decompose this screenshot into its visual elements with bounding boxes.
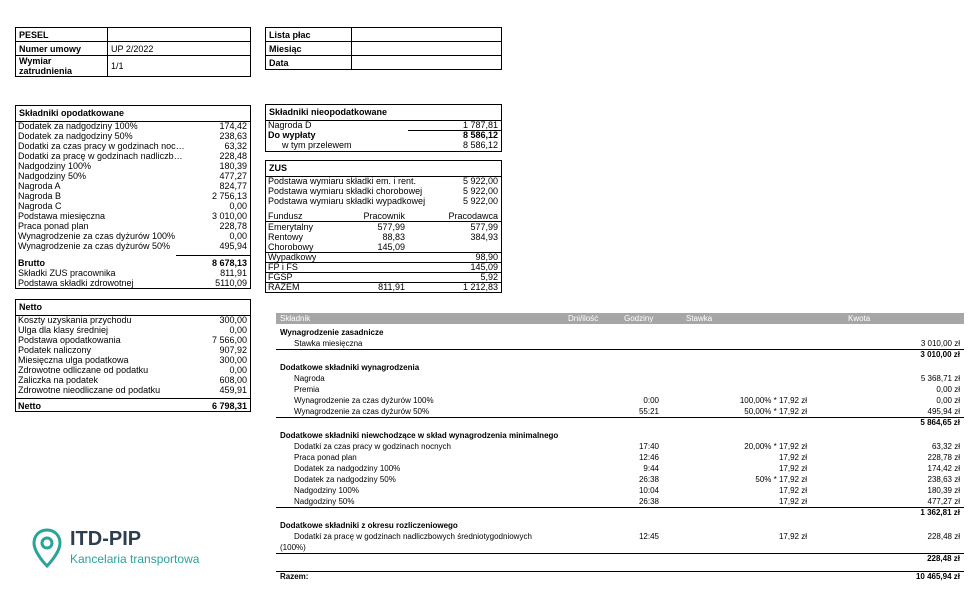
row-value: 0,00	[229, 365, 247, 375]
taxable-row	[16, 201, 250, 211]
fund-name: Rentowy	[268, 232, 304, 242]
rate: 17,92 zł	[778, 464, 807, 473]
row-value: 477,27	[219, 171, 247, 181]
zus-panel	[265, 160, 502, 293]
netto-panel	[15, 299, 251, 412]
fund-name: FGŚP	[268, 272, 293, 282]
info-value	[352, 28, 502, 42]
detail-row	[276, 542, 964, 553]
zus-fund-row	[266, 222, 501, 232]
row-label: Podstawa wymiaru składki em. i rent.	[268, 176, 417, 186]
rate: 17,92 zł	[778, 497, 807, 506]
row-label: Praca ponad plan	[18, 221, 89, 231]
rate: 17,92 zł	[778, 486, 807, 495]
row-label: Koszty uzyskania przychodu	[18, 315, 132, 325]
info-value: 1/1	[108, 56, 251, 77]
detail-section	[276, 327, 964, 338]
hours: 9:44	[643, 464, 659, 473]
info-value	[352, 56, 502, 70]
row-value: 228,78	[219, 221, 247, 231]
rate: 17,92 zł	[778, 453, 807, 462]
component-name: Premia	[294, 385, 320, 394]
detail-subtotal	[276, 349, 964, 360]
amount: 238,63 zł	[927, 475, 960, 484]
netto-row	[16, 365, 250, 375]
amount: 1 362,81 zł	[920, 508, 960, 517]
amount: 477,27 zł	[927, 497, 960, 506]
health-base-row	[16, 278, 250, 288]
detail-row	[276, 406, 964, 417]
fund-divider	[266, 272, 501, 273]
payroll-info-table	[265, 27, 502, 70]
amount: 3 010,00 zł	[920, 339, 960, 348]
hours: 26:38	[638, 497, 659, 506]
col-component: Składnik	[280, 314, 311, 323]
info-label: Numer umowy	[16, 42, 108, 56]
row-value: 174,42	[219, 121, 247, 131]
row-value: 5 922,00	[462, 186, 498, 196]
fund-name: RAZEM	[268, 282, 300, 292]
row-label: Nagroda B	[18, 191, 62, 201]
row-value: 2 756,13	[211, 191, 247, 201]
netto-row	[16, 325, 250, 335]
component-name: Dodatki za czas pracy w godzinach nocnych	[294, 442, 451, 451]
netto-total-row	[16, 401, 250, 411]
row-label: Zaliczka na podatek	[18, 375, 99, 385]
info-row	[16, 28, 251, 42]
logo-subtitle: Kancelaria transportowa	[70, 552, 200, 566]
info-row	[16, 42, 251, 56]
info-row	[16, 56, 251, 77]
amount: 174,42 zł	[927, 464, 960, 473]
row-label: Podatek naliczony	[18, 345, 92, 355]
col-hours: Godziny	[624, 314, 654, 323]
row-label: Nagroda C	[18, 201, 62, 211]
fund-name: Wypadkowy	[268, 252, 317, 262]
col-fund: Fundusz	[268, 211, 303, 221]
info-label: Lista płac	[266, 28, 352, 42]
taxable-row	[16, 151, 250, 161]
detail-row	[276, 531, 964, 542]
row-label: Wynagrodzenie za czas dyżurów 100%	[18, 231, 175, 241]
fund-employer: 577,99	[470, 222, 498, 232]
fund-divider	[266, 262, 501, 263]
row-value: 0,00	[229, 231, 247, 241]
netto-row	[16, 345, 250, 355]
zus-fund-row	[266, 252, 501, 262]
row-label: Wynagrodzenie za czas dyżurów 50%	[18, 241, 170, 251]
detail-section	[276, 362, 964, 373]
row-value: 5 922,00	[462, 176, 498, 186]
row-value: 459,91	[219, 385, 247, 395]
detail-divider	[276, 349, 964, 350]
taxable-row	[16, 241, 250, 251]
detail-divider	[276, 507, 964, 508]
detail-row	[276, 463, 964, 474]
amount: 0,00 zł	[936, 385, 960, 394]
brutto-label: Brutto	[18, 258, 45, 268]
zus-base-row	[266, 186, 501, 196]
col-amount: Kwota	[848, 314, 871, 323]
row-value: 300,00	[219, 355, 247, 365]
fund-employee: 577,99	[377, 222, 405, 232]
detail-row	[276, 338, 964, 349]
fund-employer: 384,93	[470, 232, 498, 242]
taxable-row	[16, 131, 250, 141]
component-name: Nadgodziny 50%	[294, 497, 355, 506]
row-value: 228,48	[219, 151, 247, 161]
row-label: Ulga dla klasy średniej	[18, 325, 109, 335]
netto-row	[16, 335, 250, 345]
rate: 50,00% * 17,92 zł	[744, 407, 807, 416]
row-label: Podstawa składki zdrowotnej	[18, 278, 134, 288]
row-value: 300,00	[219, 315, 247, 325]
amount: 228,48 zł	[927, 532, 960, 541]
component-name: Dodatki za pracę w godzinach nadliczbowych średniotygodniowych	[294, 532, 532, 541]
component-name: Dodatkowe składniki z okresu rozliczeniowego	[280, 521, 458, 530]
amount: 0,00 zł	[936, 396, 960, 405]
row-value: 608,00	[219, 375, 247, 385]
row-label: Nadgodziny 50%	[18, 171, 87, 181]
detail-subtotal	[276, 417, 964, 428]
amount: 63,32 zł	[931, 442, 960, 451]
fund-employer: 98,90	[475, 252, 498, 262]
fund-name: Emerytalny	[268, 222, 314, 232]
amount: 180,39 zł	[927, 486, 960, 495]
detail-subtotal	[276, 507, 964, 518]
fund-employer: 1 212,83	[462, 282, 498, 292]
detail-divider	[276, 571, 964, 572]
row-value: 7 566,00	[211, 335, 247, 345]
netto-row	[16, 315, 250, 325]
amount: 228,48 zł	[927, 554, 960, 563]
component-name: Dodatek za nadgodziny 50%	[294, 475, 396, 484]
panel-title: Netto	[16, 300, 250, 316]
component-name: Wynagrodzenie zasadnicze	[280, 328, 384, 337]
row-label: Nadgodziny 100%	[18, 161, 92, 171]
row-label: Podstawa miesięczna	[18, 211, 106, 221]
zus-fund-row	[266, 242, 501, 252]
info-label: PESEL	[16, 28, 108, 42]
payout-label: Do wypłaty	[268, 130, 316, 140]
detail-section	[276, 520, 964, 531]
fund-divider	[266, 282, 501, 283]
detail-header	[276, 313, 964, 324]
taxable-row	[16, 161, 250, 171]
netto-row	[16, 375, 250, 385]
row-label: Nagroda D	[268, 120, 312, 130]
row-label: Dodatek za nadgodziny 50%	[18, 131, 133, 141]
hours: 0:00	[643, 396, 659, 405]
component-name: (100%)	[280, 543, 306, 552]
rate: 100,00% * 17,92 zł	[739, 396, 807, 405]
detail-row	[276, 496, 964, 507]
row-value: 63,32	[224, 141, 247, 151]
row-value: 3 010,00	[211, 211, 247, 221]
detail-row	[276, 474, 964, 485]
panel-title: Składniki opodatkowane	[16, 106, 250, 122]
row-label: Dodatki za czas pracy w godzinach noc…	[18, 141, 185, 151]
amount: 495,94 zł	[927, 407, 960, 416]
component-name: Praca ponad plan	[294, 453, 357, 462]
brutto-divider	[176, 255, 250, 256]
info-label: Data	[266, 56, 352, 70]
row-value: 5 922,00	[462, 196, 498, 206]
company-logo	[32, 526, 212, 572]
info-value	[352, 42, 502, 56]
detail-row	[276, 452, 964, 463]
payout-value: 8 586,12	[462, 130, 498, 140]
detail-divider	[276, 417, 964, 418]
row-label: Składki ZUS pracownika	[18, 268, 116, 278]
rate: 50% * 17,92 zł	[755, 475, 807, 484]
employee-info-table	[15, 27, 251, 77]
amount: 5 864,65 zł	[920, 418, 960, 427]
zus-base-row	[266, 196, 501, 206]
netto-total-label: Netto	[18, 401, 41, 411]
hours: 55:21	[638, 407, 659, 416]
row-label: Dodatki za pracę w godzinach nadliczb…	[18, 151, 183, 161]
zus-fund-row	[266, 232, 501, 242]
component-name: Nagroda	[294, 374, 325, 383]
row-value: 811,91	[220, 268, 247, 278]
fund-name: Chorobowy	[268, 242, 314, 252]
detail-row	[276, 373, 964, 384]
fund-employer: 145,09	[470, 262, 498, 272]
component-name: Razem:	[280, 572, 309, 581]
row-value: 907,92	[219, 345, 247, 355]
zus-fund-row	[266, 262, 501, 272]
row-label: Zdrowotne odliczane od podatku	[18, 365, 149, 375]
hours: 12:45	[638, 532, 659, 541]
taxable-row	[16, 141, 250, 151]
component-name: Dodatek za nadgodziny 100%	[294, 464, 401, 473]
component-name: Dodatkowe składniki wynagrodzenia	[280, 363, 420, 372]
taxable-row	[16, 181, 250, 191]
payout-row	[266, 130, 501, 140]
info-row	[266, 56, 502, 70]
info-value	[108, 28, 251, 42]
detail-divider	[276, 553, 964, 554]
fund-employee: 88,83	[382, 232, 405, 242]
hours: 26:38	[638, 475, 659, 484]
logo-title: ITD-PIP	[70, 528, 142, 550]
nontaxable-components-panel	[265, 104, 502, 152]
row-label: Miesięczna ulga podatkowa	[18, 355, 129, 365]
component-name: Nadgodziny 100%	[294, 486, 359, 495]
zus-base-row	[266, 176, 501, 186]
rate: 20,00% * 17,92 zł	[744, 442, 807, 451]
taxable-row	[16, 231, 250, 241]
zus-fund-row	[266, 272, 501, 282]
detail-row	[276, 441, 964, 452]
transfer-label: w tym przelewem	[282, 140, 352, 150]
fund-employer: 5,92	[480, 272, 498, 282]
detail-subtotal	[276, 553, 964, 564]
row-value: 180,39	[219, 161, 247, 171]
row-label: Zdrowotne nieodliczane od podatku	[18, 385, 161, 395]
info-label: Wymiar zatrudnienia	[16, 56, 108, 77]
detail-section	[276, 430, 964, 441]
row-label: Podstawa opodatkowania	[18, 335, 121, 345]
amount: 10 465,94 zł	[915, 572, 960, 581]
row-value: 1 787,81	[462, 120, 498, 130]
info-row	[266, 42, 502, 56]
fund-employee: 145,09	[377, 242, 405, 252]
netto-total-value: 6 798,31	[211, 401, 247, 411]
row-value: 238,63	[219, 131, 247, 141]
taxable-row	[16, 191, 250, 201]
transfer-value: 8 586,12	[462, 140, 498, 150]
detail-row	[276, 395, 964, 406]
fund-divider	[266, 252, 501, 253]
location-pin-icon	[32, 528, 62, 570]
hours: 17:40	[638, 442, 659, 451]
col-employer: Pracodawca	[448, 211, 498, 221]
taxable-row	[16, 171, 250, 181]
zus-fund-row	[266, 282, 501, 292]
netto-row	[16, 355, 250, 365]
nontaxable-row	[266, 120, 501, 130]
component-name: Dodatkowe składniki niewchodzące w skład wynagrodzenia minimalnego	[280, 431, 559, 440]
row-label: Dodatek za nadgodziny 100%	[18, 121, 138, 131]
taxable-components-panel	[15, 105, 251, 289]
panel-title: Składniki nieopodatkowane	[266, 105, 501, 121]
transfer-row	[266, 140, 501, 150]
row-value: 495,94	[219, 241, 247, 251]
amount: 228,78 zł	[927, 453, 960, 462]
brutto-row	[16, 258, 250, 268]
row-value: 824,77	[219, 181, 247, 191]
zus-fund-header	[266, 211, 501, 221]
taxable-row	[16, 211, 250, 221]
amount: 3 010,00 zł	[920, 350, 960, 359]
fund-employee: 811,91	[378, 282, 405, 292]
component-name: Wynagrodzenie za czas dyżurów 100%	[294, 396, 434, 405]
row-label: Nagroda A	[18, 181, 61, 191]
taxable-row	[16, 221, 250, 231]
netto-row	[16, 385, 250, 395]
fund-name: FP i FS	[268, 262, 298, 272]
info-value: UP 2/2022	[108, 42, 251, 56]
info-row	[266, 28, 502, 42]
component-name: Wynagrodzenie za czas dyżurów 50%	[294, 407, 430, 416]
col-days: Dni/ilość	[568, 314, 599, 323]
detail-row	[276, 384, 964, 395]
row-value: 0,00	[229, 325, 247, 335]
hours: 10:04	[638, 486, 659, 495]
info-label: Miesiąc	[266, 42, 352, 56]
rate: 17,92 zł	[778, 532, 807, 541]
panel-title: ZUS	[266, 161, 501, 177]
detail-total	[276, 571, 964, 582]
taxable-row	[16, 121, 250, 131]
col-rate: Stawka	[686, 314, 713, 323]
zus-employee-row	[16, 268, 250, 278]
netto-divider	[16, 398, 250, 399]
component-name: Stawka miesięczna	[294, 339, 363, 348]
row-value: 5110,09	[215, 278, 247, 288]
row-label: Podstawa wymiaru składki chorobowej	[268, 186, 423, 196]
detail-row	[276, 485, 964, 496]
col-employee: Pracownik	[363, 211, 405, 221]
brutto-value: 8 678,13	[211, 258, 247, 268]
amount: 5 368,71 zł	[920, 374, 960, 383]
hours: 12:46	[638, 453, 659, 462]
row-label: Podstawa wymiaru składki wypadkowej	[268, 196, 426, 206]
row-value: 0,00	[229, 201, 247, 211]
